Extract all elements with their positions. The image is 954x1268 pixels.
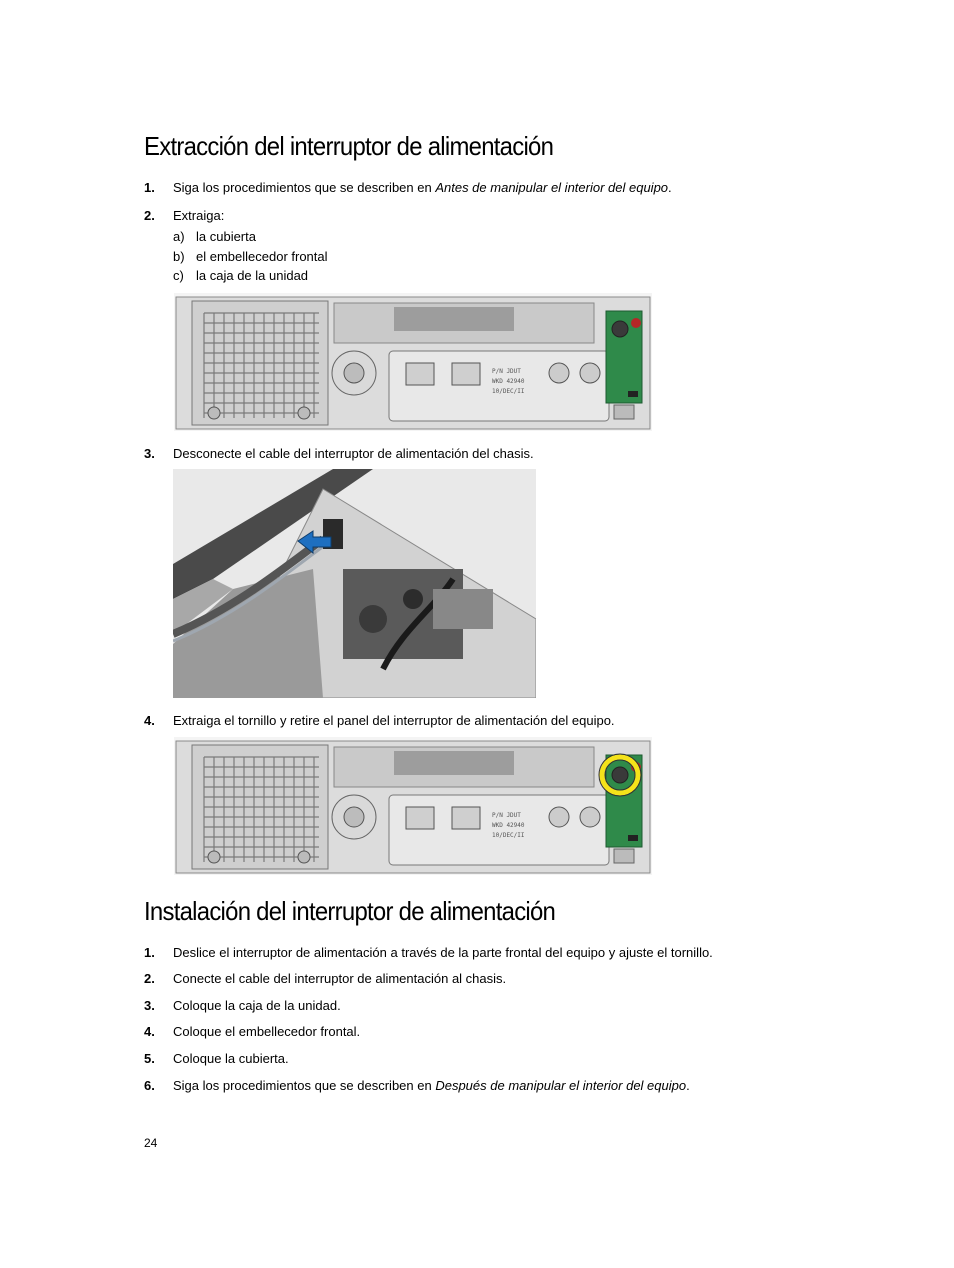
step-text: Extraiga el tornillo y retire el panel del interruptor de alimentación del equipo.	[173, 713, 615, 728]
step-number: 6.	[144, 1078, 155, 1093]
step-text: Extraiga:	[173, 208, 225, 223]
step-text: Coloque el embellecedor frontal.	[173, 1024, 361, 1039]
substep-text: la cubierta	[196, 229, 256, 244]
panel-label-line1: P/N JDUT	[492, 368, 521, 375]
substep-letter: b)	[173, 249, 185, 264]
step-number: 3.	[144, 446, 155, 461]
reference-link-after[interactable]: Después de manipular el interior del equipo	[435, 1078, 687, 1093]
reference-link-before[interactable]: Antes de manipular el interior del equipo	[435, 180, 669, 195]
step-text: Desconecte el cable del interruptor de alimentación del chasis.	[173, 446, 534, 461]
step-number: 4.	[144, 1024, 155, 1039]
substep-letter: c)	[173, 268, 184, 283]
substep-letter: a)	[173, 229, 185, 244]
panel-label-line2: WKD 42940	[492, 378, 525, 385]
step-text: Siga los procedimientos que se describen en	[173, 1078, 436, 1093]
panel-label-line2: WKD 42940	[492, 822, 525, 829]
step-number: 1.	[144, 180, 155, 195]
section-title-installation: Instalación del interruptor de alimentación	[144, 896, 556, 926]
panel-label-line3: 10/DEC/II	[492, 388, 525, 395]
figure-cable-disconnect	[173, 469, 536, 698]
substep-text: la caja de la unidad	[196, 268, 309, 283]
step-text: Deslice el interruptor de alimentación a través de la parte frontal del equipo y ajuste el tornillo.	[173, 945, 713, 960]
panel-label-line3: 10/DEC/II	[492, 832, 525, 839]
step-text: Coloque la caja de la unidad.	[173, 998, 341, 1013]
page-number: 24	[144, 1136, 158, 1150]
chassis-front-illustration	[174, 293, 652, 431]
substep-text: el embellecedor frontal	[196, 249, 328, 264]
manual-page: Extracción del interruptor de alimentación 1. Siga los procedimientos que se describen en Antes de manipular el interior del equipo. 2. Extraiga: a) la cubierta b) el embellecedor frontal c) la caja de la unidad P/N JDUT WKD 42940 10/DEC/II 3. Desconecte el cable del interruptor de alimentación del chasis. 4. Extraiga el tornillo y retire el panel del interruptor de alimentación del equipo. P/N JDUT WKD 42940 10/DEC/II Instalación del interruptor de alimentación 1. Deslice el interruptor de alimentación a través de la parte frontal del equipo y ajuste el tornillo. 2. Conecte el cable del interruptor de alimentación al chasis. 3. Coloque la caja de la unidad. 4. Coloque el embellecedor frontal. 5. Coloque la cubierta. 6. Siga los procedimientos que se describen en Después de manipular el interior del equipo. 24	[144, 131, 713, 1150]
step-text: Coloque la cubierta.	[173, 1051, 289, 1066]
step-number: 5.	[144, 1051, 155, 1066]
step-number: 2.	[144, 971, 155, 986]
step-number: 4.	[144, 713, 155, 728]
step-text: Siga los procedimientos que se describen en	[173, 180, 436, 195]
section-title-extraction: Extracción del interruptor de alimentación	[144, 131, 554, 161]
figure-screw-removal	[174, 737, 652, 875]
step-number: 1.	[144, 945, 155, 960]
step-number: 2.	[144, 208, 155, 223]
cable-disconnect-illustration	[173, 469, 536, 698]
screw-removal-illustration	[174, 737, 652, 875]
panel-label-line1: P/N JDUT	[492, 812, 521, 819]
screw-icon	[612, 767, 628, 783]
step-number: 3.	[144, 998, 155, 1013]
step-text: Conecte el cable del interruptor de alimentación al chasis.	[173, 971, 507, 986]
figure-chassis-front	[174, 293, 652, 431]
